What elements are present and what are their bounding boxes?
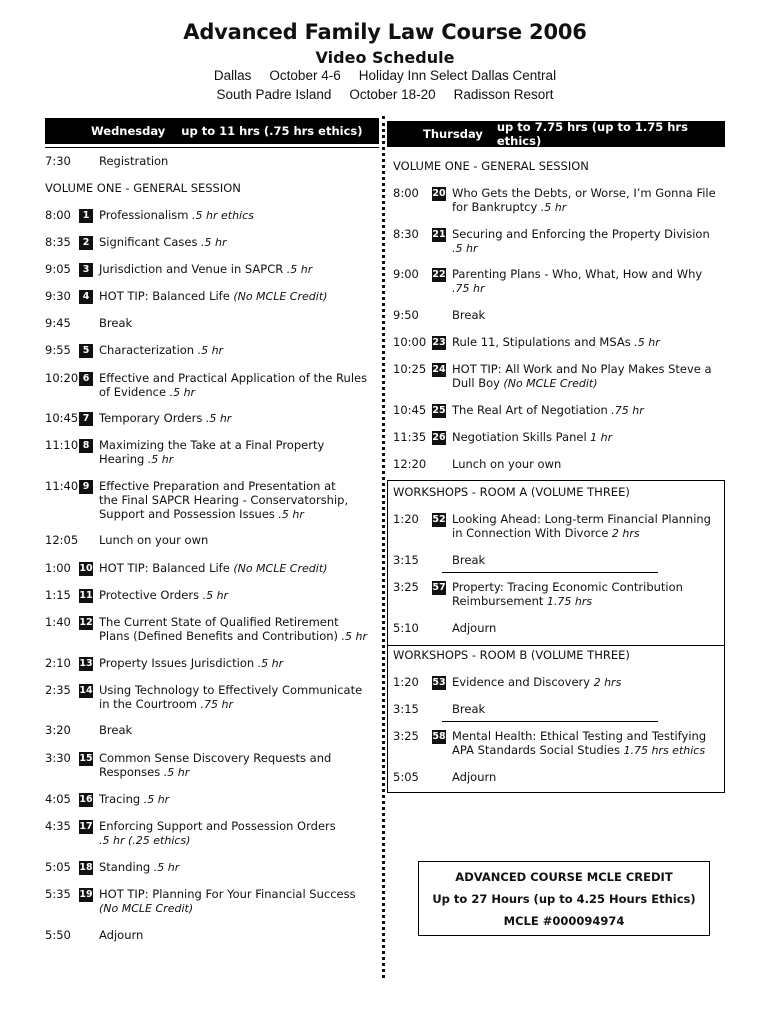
- credit-note: .5 hr: [202, 589, 229, 602]
- workshops-box: [387, 480, 725, 793]
- entry-title: [99, 723, 132, 737]
- entry-title-line: Professionalism: [99, 208, 189, 222]
- credit-note: .5 hr: [205, 412, 232, 425]
- credit-note: (No MCLE Credit): [233, 562, 328, 575]
- entry-title-line: The Real Art of Negotiation: [452, 403, 608, 417]
- entry-time: 5:05: [45, 860, 71, 874]
- day-hours: up to 11 hrs (.75 hrs ethics): [181, 124, 363, 138]
- entry-time: 2:35: [45, 683, 71, 697]
- venue-south-padre: [0, 87, 770, 102]
- entry-title-line: Effective Preparation and Presentation at: [99, 479, 336, 493]
- entry-time: 1:40: [45, 615, 71, 629]
- entry-title-line: Looking Ahead: Long-term Financial Planning: [452, 512, 711, 526]
- session-number-badge: 18: [79, 862, 93, 873]
- entry-time: 8:30: [393, 227, 419, 241]
- credit-note: .5 hr: [634, 336, 660, 349]
- entry-time: 1:00: [45, 561, 71, 575]
- entry-time: 9:50: [393, 308, 419, 322]
- entry-time: 10:00: [393, 335, 427, 349]
- session-number-badge: 10: [79, 563, 93, 574]
- entry-time: 9:05: [45, 262, 71, 276]
- workshop-a-heading: WORKSHOPS - ROOM A (VOLUME THREE): [393, 485, 630, 499]
- entry-title-line: Adjourn: [99, 928, 144, 942]
- venue-dates: October 4-6: [269, 68, 341, 83]
- entry-title-line: HOT TIP: Planning For Your Financial Success: [99, 887, 356, 901]
- session-number-badge: 3: [79, 263, 93, 277]
- credit-note: 1.75 hrs: [546, 595, 593, 608]
- day-hours: up to 7.75 hrs (up to 1.75 hrs ethics): [496, 120, 688, 148]
- entry-title: Registration: [99, 154, 169, 168]
- session-number-badge: 6: [79, 372, 93, 386]
- credit-note: 2 hrs: [611, 527, 640, 540]
- entry-title-line: for Bankruptcy: [452, 200, 538, 214]
- entry-title: [99, 561, 327, 576]
- credit-note: .5 hr: [341, 630, 368, 643]
- entry-title-line: Break: [99, 723, 133, 737]
- section-heading: VOLUME ONE - GENERAL SESSION: [393, 159, 589, 173]
- page-subtitle: Video Schedule: [315, 48, 455, 67]
- venue-city: Dallas: [213, 68, 252, 83]
- entry-title: [99, 371, 367, 400]
- entry-title: [452, 403, 644, 418]
- entry-title-line: Maximizing the Take at a Final Property: [99, 438, 325, 452]
- entry-title-line: Parenting Plans - Who, What, How and Why: [452, 267, 703, 281]
- entry-title-line: Rule 11, Stipulations and MSAs: [452, 335, 631, 349]
- session-number-badge: 57: [432, 582, 446, 593]
- credit-note: 1 hr: [590, 431, 613, 444]
- credit-note: .5 hr: [169, 386, 196, 399]
- thursday-header: [387, 121, 725, 147]
- entry-time: 1:20: [393, 512, 419, 526]
- credit-note: .75 hr: [611, 404, 644, 417]
- entry-title-line: in Connection With Divorce: [452, 526, 609, 540]
- entry-title-line: Responses: [99, 765, 161, 779]
- entry-title-line: The Current State of Qualified Retirement: [99, 615, 339, 629]
- entry-title-line: Significant Cases: [99, 235, 198, 249]
- entry-time: 8:35: [45, 235, 71, 249]
- credit-note: .5 hr: [540, 201, 567, 214]
- session-number-badge: 11: [79, 590, 93, 601]
- venue-hotel: Radisson Resort: [453, 87, 554, 102]
- entry-time: 3:15: [393, 553, 419, 567]
- entry-title-line: the Final SAPCR Hearing - Conservatorship,: [99, 493, 349, 507]
- session-number-badge: 7: [79, 412, 93, 426]
- entry-title-line: Tracing: [99, 792, 141, 806]
- session-number-badge: 5: [79, 344, 93, 358]
- entry-title-line: in the Courtroom: [99, 697, 198, 711]
- entry-title: [99, 343, 223, 358]
- entry-title: [99, 208, 254, 223]
- credit-note: .5 hr: [143, 793, 170, 806]
- entry-time: 3:25: [393, 580, 419, 594]
- session-number-badge: 13: [79, 658, 93, 669]
- entry-time: 11:40: [45, 479, 79, 493]
- workshop-b-heading: WORKSHOPS - ROOM B (VOLUME THREE): [393, 648, 630, 662]
- session-number-badge: 58: [432, 731, 446, 742]
- entry-title: [99, 683, 362, 712]
- entry-time: 11:35: [393, 430, 427, 444]
- entry-title: [452, 335, 660, 350]
- credit-title: ADVANCED COURSE MCLE CREDIT: [455, 870, 673, 884]
- page-title: Advanced Family Law Course 2006: [183, 20, 587, 44]
- entry-title-line: Evidence and Discovery: [452, 675, 591, 689]
- entry-time: 5:05: [393, 770, 419, 784]
- entry-title: [99, 751, 331, 780]
- entry-title: [452, 457, 561, 471]
- credit-note: .75 hr: [200, 698, 233, 711]
- entry-time: 10:25: [393, 362, 427, 376]
- entry-time: 10:20: [45, 371, 79, 385]
- entry-title-line: Effective and Practical Application of the Rules: [99, 371, 368, 385]
- session-number-badge: 26: [432, 432, 446, 443]
- entry-title-line: Support and Possession Issues: [99, 507, 275, 521]
- entry-title-line: APA Standards Social Studies: [452, 743, 620, 757]
- credit-note: .5 hr: [278, 508, 304, 521]
- session-number-badge: 23: [432, 337, 446, 348]
- entry-time: 5:35: [45, 887, 71, 901]
- session-number-badge: 21: [432, 229, 446, 240]
- entry-title-line: Lunch on your own: [452, 457, 562, 471]
- entry-title-line: Break: [452, 702, 486, 716]
- entry-time: 4:35: [45, 819, 71, 833]
- entry-title-line: HOT TIP: All Work and No Play Makes Steve a: [452, 362, 712, 376]
- session-number-badge: 14: [79, 685, 93, 696]
- break-rule: [442, 572, 658, 573]
- entry-title-line: Who Gets the Debts, or Worse, I’m Gonna File: [452, 186, 716, 200]
- credit-note: 2 hrs: [593, 676, 622, 689]
- column-divider: [382, 116, 385, 978]
- credit-note: .5 hr: [153, 861, 180, 874]
- entry-time: 3:25: [393, 729, 419, 743]
- entry-time: 5:10: [393, 621, 419, 635]
- break-rule: [442, 721, 658, 722]
- credit-note: .5 hr (.25 ethics): [99, 834, 191, 847]
- entry-title-line: Break: [452, 553, 486, 567]
- entry-time: 7:30: [45, 154, 71, 168]
- credit-note: .5 hr: [147, 453, 174, 466]
- credit-note: (No MCLE Credit): [99, 902, 194, 915]
- entry-title: [99, 262, 312, 277]
- entry-title: [99, 588, 228, 603]
- entry-time: 10:45: [393, 403, 427, 417]
- entry-title-line: Lunch on your own: [99, 533, 209, 547]
- session-number-badge: 52: [432, 514, 446, 525]
- entry-title: [99, 235, 226, 250]
- entry-title-line: Using Technology to Effectively Communicate: [99, 683, 363, 697]
- credit-mcle-number: MCLE #000094974: [503, 914, 625, 928]
- session-number-badge: 8: [79, 439, 93, 453]
- entry-title: [452, 186, 716, 215]
- entry-time: 1:20: [393, 675, 419, 689]
- day-label: Thursday: [423, 127, 483, 141]
- entry-title: [99, 792, 169, 807]
- venue-city: South Padre Island: [216, 87, 332, 102]
- entry-title-line: Mental Health: Ethical Testing and Testifying: [452, 729, 707, 743]
- entry-title-line: Common Sense Discovery Requests and: [99, 751, 332, 765]
- entry-title: [99, 656, 283, 671]
- venue-dallas: [0, 68, 770, 83]
- entry-title-line: HOT TIP: Balanced Life: [99, 289, 230, 303]
- day-label: Wednesday: [91, 124, 166, 138]
- credit-note: 1.75 hrs ethics: [623, 744, 706, 757]
- entry-time: 8:00: [393, 186, 419, 200]
- session-number-badge: 25: [432, 405, 446, 416]
- entry-title-line: Plans (Defined Benefits and Contribution): [99, 629, 339, 643]
- entry-time: 3:20: [45, 723, 71, 737]
- entry-time: 9:30: [45, 289, 71, 303]
- workshop-divider: [387, 645, 725, 646]
- entry-title-line: Enforcing Support and Possession Orders: [99, 819, 336, 833]
- session-number-badge: 20: [432, 188, 446, 199]
- entry-title: [452, 362, 712, 391]
- entry-title-line: Characterization: [99, 343, 195, 357]
- entry-title: [452, 308, 485, 322]
- credit-note: (No MCLE Credit): [503, 377, 598, 390]
- credit-note: .5 hr: [452, 242, 478, 255]
- entry-time: 10:45: [45, 411, 79, 425]
- session-number-badge: 1: [79, 209, 93, 223]
- entry-title: [99, 860, 179, 875]
- entry-title-line: Break: [99, 316, 133, 330]
- entry-time: 3:15: [393, 702, 419, 716]
- credit-note: .5 hr: [163, 766, 190, 779]
- credit-note: .5 hr: [286, 263, 313, 276]
- wednesday-header: [45, 118, 379, 144]
- entry-title-line: Hearing: [99, 452, 145, 466]
- entry-time: 9:00: [393, 267, 419, 281]
- entry-title-line: Dull Boy: [452, 376, 500, 390]
- entry-title-line: Adjourn: [452, 621, 497, 635]
- session-number-badge: 53: [432, 677, 446, 688]
- entry-time: 2:10: [45, 656, 71, 670]
- session-number-badge: 17: [79, 821, 93, 832]
- session-number-badge: 4: [79, 290, 93, 304]
- entry-title: [99, 411, 231, 426]
- credit-note: (No MCLE Credit): [233, 290, 328, 303]
- entry-time: 5:50: [45, 928, 71, 942]
- session-number-badge: 24: [432, 364, 446, 375]
- venue-dates: October 18-20: [349, 87, 436, 102]
- session-number-badge: 19: [79, 889, 93, 900]
- credit-note: .5 hr: [257, 657, 284, 670]
- entry-title-line: HOT TIP: Balanced Life: [99, 561, 230, 575]
- entry-title: [99, 289, 327, 304]
- entry-title-line: Standing: [99, 860, 151, 874]
- entry-title-line: Property: Tracing Economic Contribution: [452, 580, 683, 594]
- entry-title-line: Protective Orders: [99, 588, 200, 602]
- entry-time: 4:05: [45, 792, 71, 806]
- wednesday-header-rule: [45, 147, 379, 148]
- entry-title-line: Securing and Enforcing the Property Division: [452, 227, 710, 241]
- entry-time: 12:05: [45, 533, 79, 547]
- session-number-badge: 2: [79, 236, 93, 250]
- entry-title: [99, 316, 132, 330]
- entry-time: 11:10: [45, 438, 79, 452]
- entry-title-line: of Evidence: [99, 385, 167, 399]
- entry-title: [452, 430, 612, 445]
- entry-time: 8:00: [45, 208, 71, 222]
- entry-time: 1:15: [45, 588, 71, 602]
- entry-title: [452, 227, 710, 256]
- entry-time: 9:55: [45, 343, 71, 357]
- session-number-badge: 22: [432, 269, 446, 280]
- entry-time: 9:45: [45, 316, 71, 330]
- entry-title: [99, 438, 324, 467]
- session-number-badge: 12: [79, 617, 93, 628]
- session-number-badge: 16: [79, 794, 93, 805]
- credit-note: .5 hr: [197, 344, 224, 357]
- entry-title-line: Break: [452, 308, 486, 322]
- entry-title: [99, 887, 356, 916]
- credit-note: .75 hr: [452, 282, 485, 295]
- entry-title: [452, 267, 702, 296]
- credit-note: .5 hr ethics: [192, 209, 254, 222]
- session-number-badge: 15: [79, 753, 93, 764]
- entry-time: 12:20: [393, 457, 427, 471]
- entry-title: [99, 533, 208, 547]
- section-heading: VOLUME ONE - GENERAL SESSION: [45, 181, 241, 195]
- entry-title-line: Temporary Orders: [99, 411, 203, 425]
- entry-title-line: Jurisdiction and Venue in SAPCR: [99, 262, 284, 276]
- entry-title: [99, 819, 336, 848]
- venue-hotel: Holiday Inn Select Dallas Central: [358, 68, 557, 83]
- entry-title: [99, 479, 348, 522]
- entry-title: [99, 615, 367, 644]
- session-number-badge: 9: [79, 480, 93, 494]
- credit-note: .5 hr: [200, 236, 227, 249]
- entry-title-line: Reimbursement: [452, 594, 544, 608]
- mcle-credit-box: [418, 861, 710, 936]
- entry-title-line: Negotiation Skills Panel: [452, 430, 587, 444]
- entry-time: 3:30: [45, 751, 71, 765]
- entry-title-line: Property Issues Jurisdiction: [99, 656, 255, 670]
- entry-title: [99, 928, 143, 942]
- credit-hours: Up to 27 Hours (up to 4.25 Hours Ethics): [432, 892, 696, 906]
- entry-title-line: Adjourn: [452, 770, 497, 784]
